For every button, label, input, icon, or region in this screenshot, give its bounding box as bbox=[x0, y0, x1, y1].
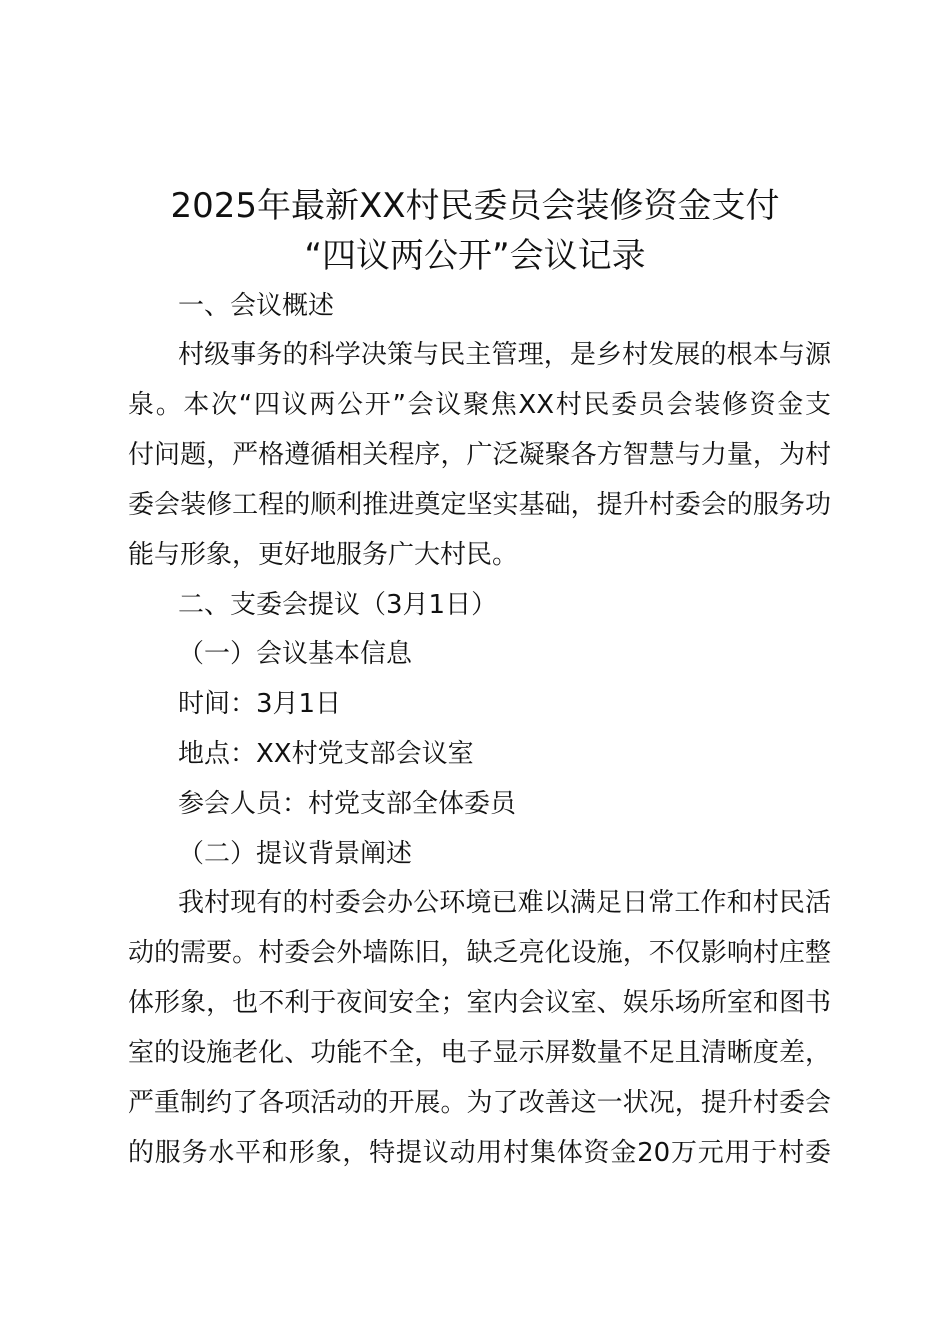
meeting-place: 地点：XX村党支部会议室 bbox=[178, 739, 474, 769]
section-heading-overview: 一、会议概述 bbox=[178, 291, 335, 321]
document-title-line-1: 2025年最新XX村民委员会装修资金支付 bbox=[170, 186, 780, 226]
meeting-attendees: 参会人员：村党支部全体委员 bbox=[178, 789, 517, 819]
section-heading-proposal: 二、支委会提议（3月1日） bbox=[178, 590, 498, 620]
paragraph-line: 泉。本次“四议两公开”会议聚焦XX村民委员会装修资金支 bbox=[128, 390, 831, 420]
paragraph-line: 的服务水平和形象，特提议动用村集体资金20万元用于村委 bbox=[128, 1138, 831, 1168]
paragraph-line: 严重制约了各项活动的开展。为了改善这一状况，提升村委会 bbox=[128, 1088, 831, 1118]
meeting-time: 时间：3月1日 bbox=[178, 689, 342, 719]
paragraph-line: 体形象，也不利于夜间安全；室内会议室、娱乐场所室和图书 bbox=[128, 988, 831, 1018]
subsection-heading-basic-info: （一）会议基本信息 bbox=[178, 639, 413, 669]
paragraph-line: 付问题，严格遵循相关程序，广泛凝聚各方智慧与力量，为村 bbox=[128, 440, 831, 470]
subsection-heading-background: （二）提议背景阐述 bbox=[178, 839, 413, 869]
paragraph-line: 我村现有的村委会办公环境已难以满足日常工作和村民活 bbox=[178, 888, 831, 918]
document-title-line-2: “四议两公开”会议记录 bbox=[304, 236, 646, 276]
paragraph-line: 能与形象，更好地服务广大村民。 bbox=[128, 540, 519, 570]
paragraph-line: 室的设施老化、功能不全，电子显示屏数量不足且清晰度差， bbox=[128, 1038, 831, 1068]
paragraph-line: 动的需要。村委会外墙陈旧，缺乏亮化设施，不仅影响村庄整 bbox=[128, 938, 831, 968]
paragraph-line: 委会装修工程的顺利推进奠定坚实基础，提升村委会的服务功 bbox=[128, 490, 831, 520]
paragraph-line: 村级事务的科学决策与民主管理，是乡村发展的根本与源 bbox=[178, 340, 831, 370]
